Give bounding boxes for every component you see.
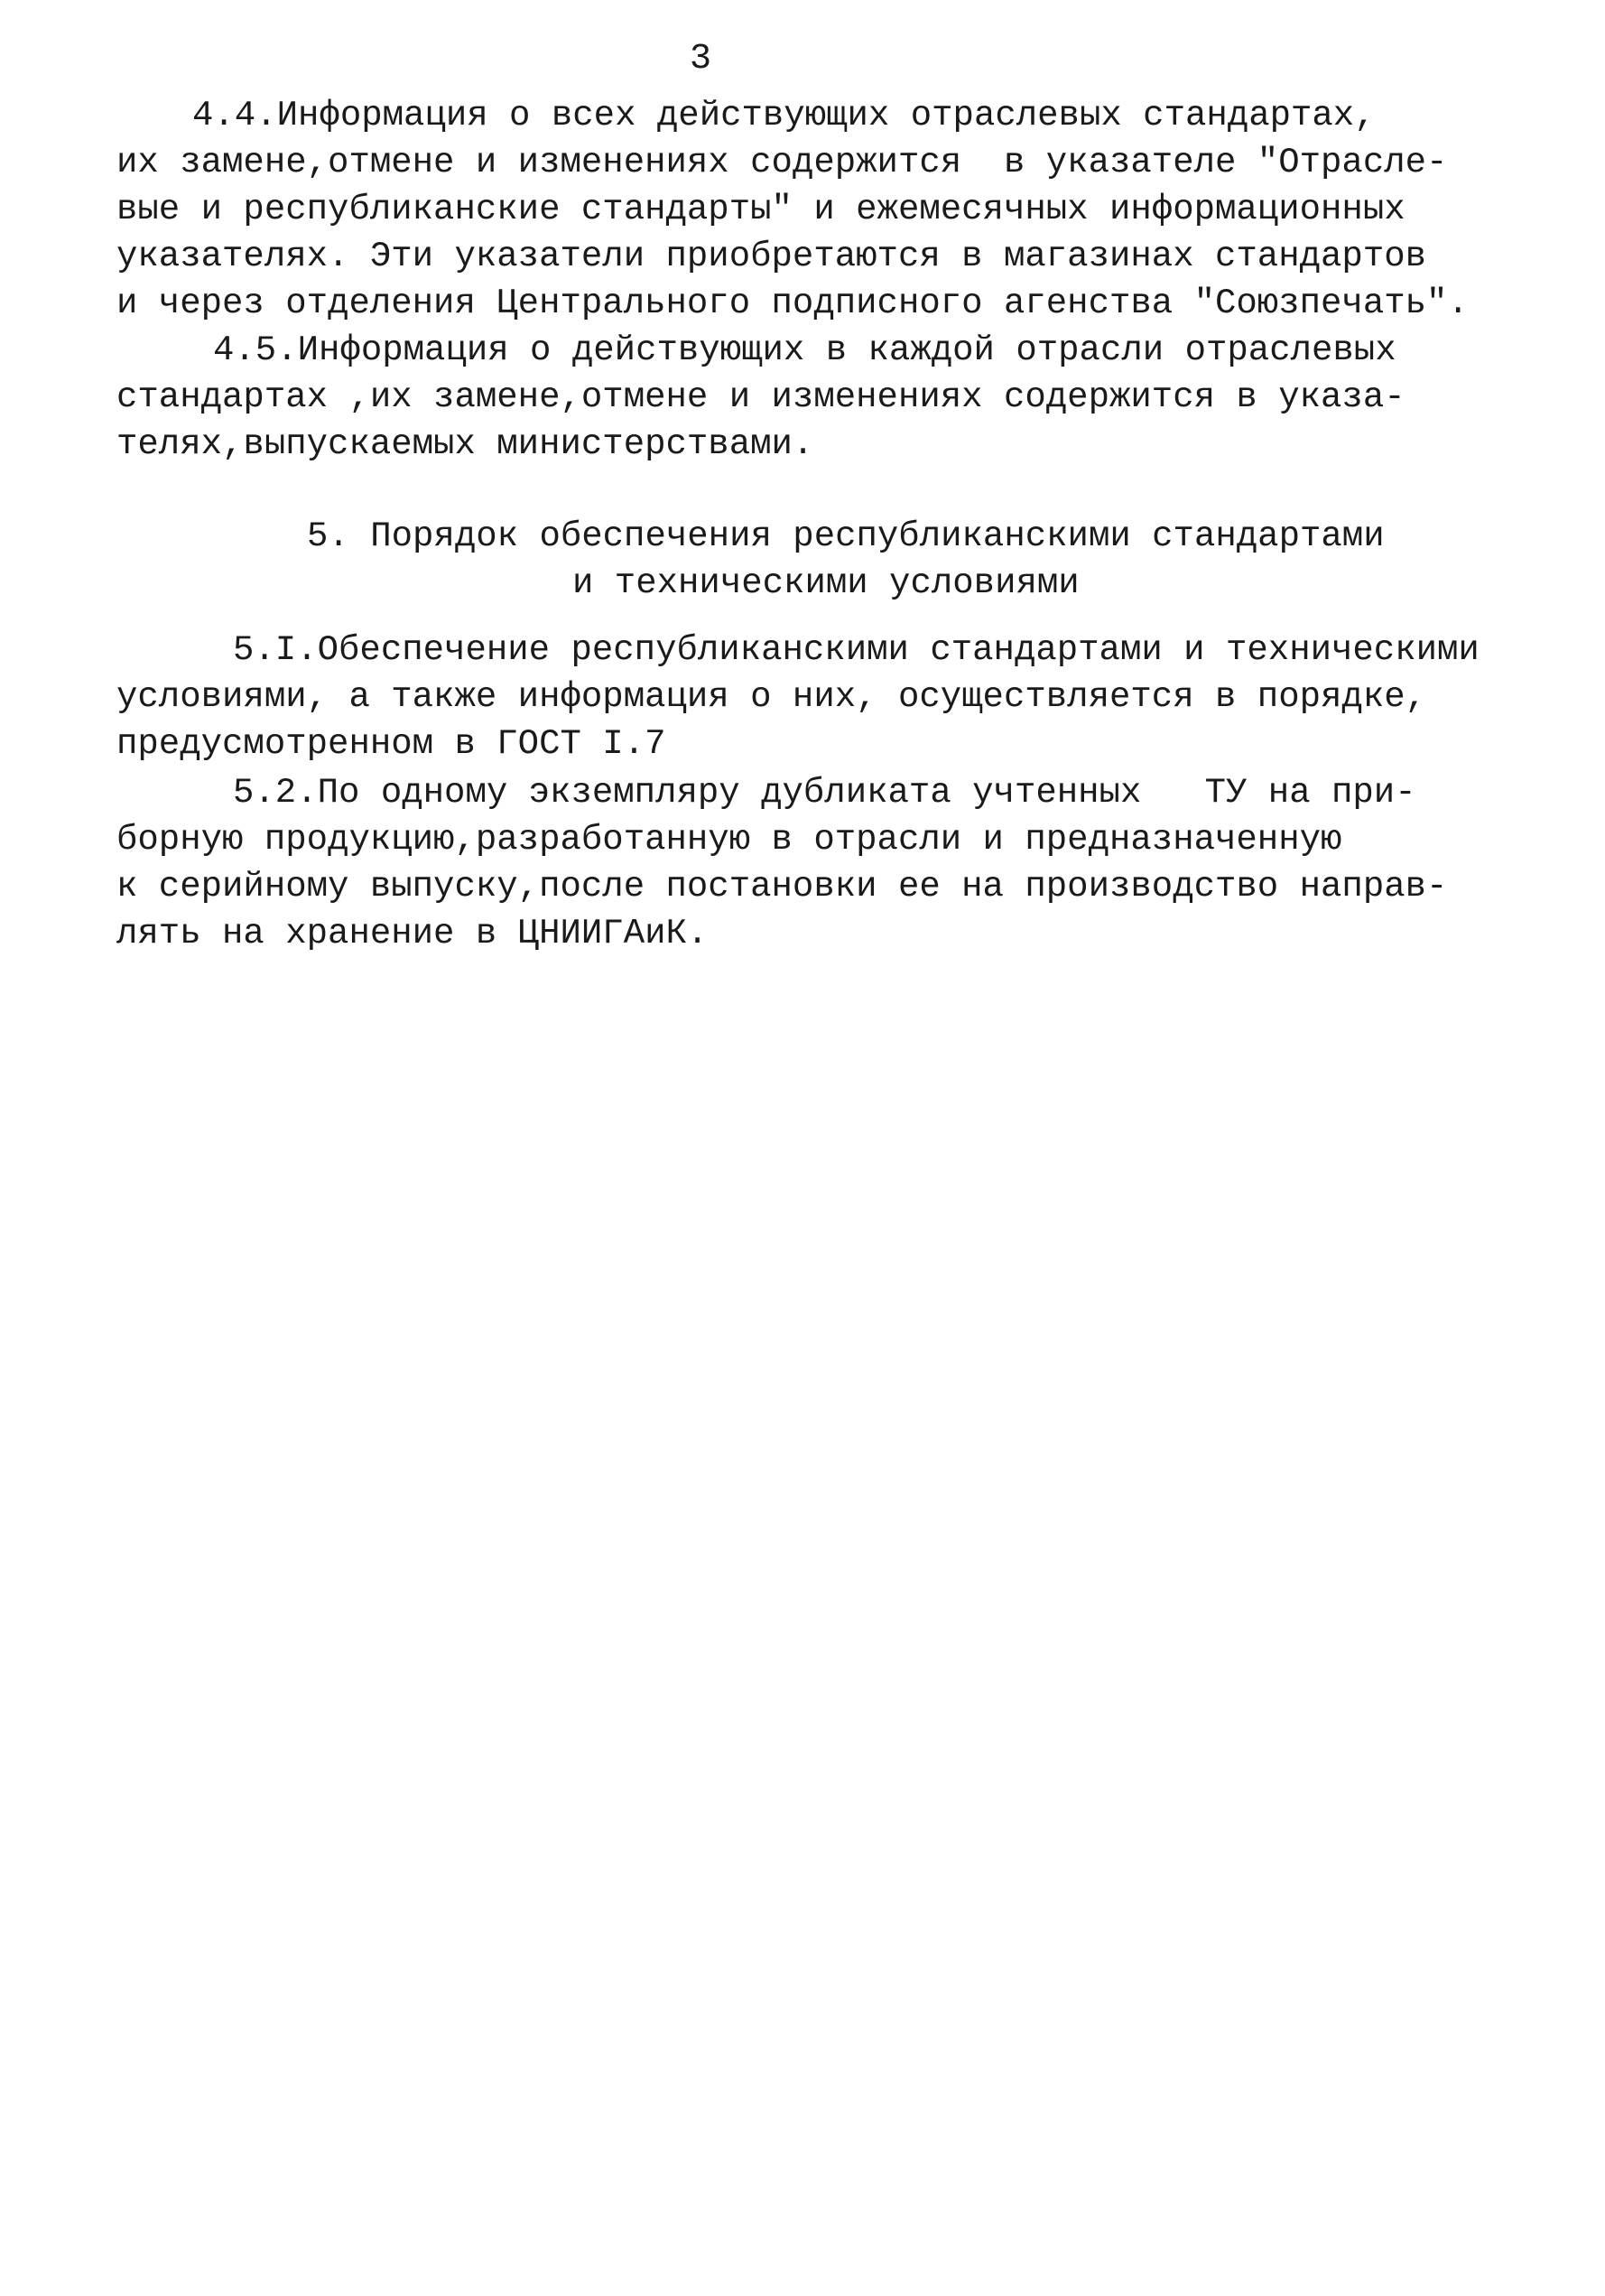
paragraph-4-4-line-3: вые и республиканские стандарты" и ежемесячных информационных	[116, 190, 1406, 229]
paragraph-5-2-line-4: лять на хранение в ЦНИИГАиК.	[116, 914, 709, 953]
paragraph-4-5-line-3: телях,выпускаемых министерствами.	[116, 424, 814, 464]
paragraph-5-2-line-3: к серийному выпуску,после постановки ее на производство направ-	[116, 867, 1448, 906]
paragraph-5-1-line-3: предусмотренном в ГОСТ I.7	[116, 724, 666, 764]
section-5-heading-line-2: и техническими условиями	[572, 563, 1080, 603]
paragraph-4-4-line-2: их замене,отмене и изменениях содержится в указателе "Отрасле-	[116, 143, 1448, 182]
paragraph-4-5-line-2: стандартах ,их замене,отмене и изменениях содержится в указа-	[116, 377, 1406, 417]
paragraph-4-4-line-4: указателях. Эти указатели приобретаются в магазинах стандартов	[116, 237, 1427, 276]
paragraph-5-2-line-1: 5.2.По одному экземпляру дубликата учтенных ТУ на при-	[233, 773, 1416, 813]
paragraph-5-1-line-2: условиями, а также информация о них, осуществляется в порядке,	[116, 677, 1427, 717]
paragraph-4-4-line-5: и через отделения Центрального подписного агенства "Союзпечать".	[116, 284, 1469, 323]
paragraph-5-1-line-1: 5.I.Обеспечение республиканскими стандартами и техническими	[233, 630, 1480, 670]
paragraph-5-2-line-2: борную продукцию,разработанную в отрасли и предназначенную	[116, 820, 1342, 860]
section-5-heading-line-1: 5. Порядок обеспечения республиканскими стандартами	[307, 516, 1385, 556]
paragraph-4-5-line-1: 4.5.Информация о действующих в каждой отрасли отраслевых	[213, 330, 1396, 370]
page-number: 3	[690, 39, 712, 79]
paragraph-4-4-line-1: 4.4.Информация о всех действующих отраслевых стандартах,	[192, 96, 1376, 135]
